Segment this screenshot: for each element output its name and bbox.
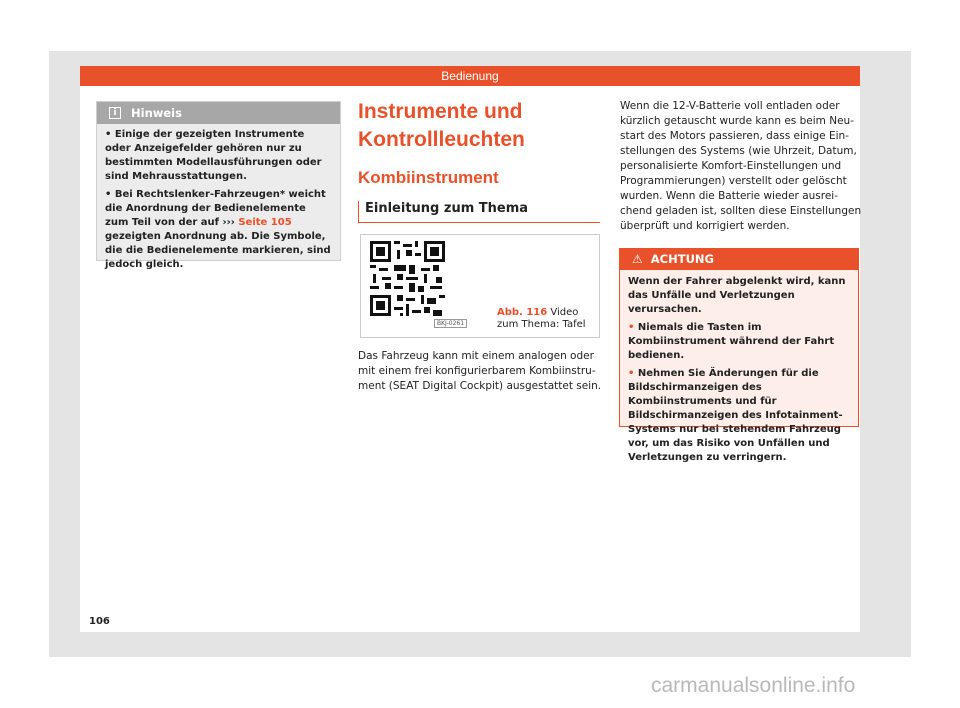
watermark: carmanualsonline.info: [651, 674, 856, 697]
note-header: [97, 102, 340, 124]
body-text-right: Wenn die 12-V-Batterie voll entladen oder kürzlich getauscht wurde kann es beim Neustart des Motors passieren, dass einige Einstellungen des Systems (wie Uhrzeit, Datum, personalisierte Komfort-Einstellungen und Programmierungen) verstellt oder gelöscht wurden. Wenn die Batterie wieder ausreichend geladen ist, sollten diese Einstellungen überprüft und korrigiert werden.: [620, 100, 862, 232]
warning-bullet-1: [628, 321, 850, 363]
warning-bullet-2-text: Nehmen Sie Änderungen für die Bildschirmanzeigen des Kombiinstruments und für Bildschirmanzeigen des Infotainment-Systems nur bei stehendem Fahrzeug vor, um das Risiko von Unfällen und Verletzungen zu verringern.: [628, 368, 843, 463]
warning-header: [620, 249, 858, 270]
chapter-header: Bedienung: [80, 66, 860, 86]
note-box: [96, 101, 341, 270]
topic-heading: Einleitung zum Thema: [358, 201, 600, 223]
figure-caption: [497, 307, 597, 331]
note-bullet-2-text-end: gezeigten Anordnung ab. Die Symbole, die die Bedienelemente markieren, sind jedoch gleich.: [105, 231, 331, 270]
warning-intro: Wenn der Fahrer abgelenkt wird, kann das Unfälle und Verletzungen verursachen.: [628, 276, 846, 315]
info-icon: i: [109, 107, 121, 119]
video-figure: [360, 234, 600, 338]
qr-code[interactable]: [370, 241, 445, 316]
warning-box: [619, 248, 859, 463]
bullet-dot: •: [628, 322, 638, 333]
figure-code: BKJ-0261: [434, 319, 467, 328]
bullet-dot: •: [628, 368, 638, 379]
note-body: [97, 124, 340, 272]
note-title: Hinweis: [131, 106, 182, 120]
figure-caption-text: Video zum Thema: Tafel: [497, 307, 586, 330]
body-text-middle: Das Fahrzeug kann mit einem analogen oder mit einem frei konfigurierbarem Kombiinstrument (SEAT Digital Cockpit) ausgestattet sein.: [358, 350, 602, 392]
warning-body: [620, 270, 858, 465]
page-reference-link[interactable]: Seite 105: [238, 217, 292, 228]
note-bullet-1: • Einige der gezeigten Instrumente oder Anzeigefelder gehören nur zu bestimmten Modellausführungen oder sind Mehrausstattungen.: [105, 129, 322, 182]
warning-icon: ⚠: [632, 252, 643, 266]
page-number: 106: [89, 616, 110, 627]
warning-title: ACHTUNG: [650, 252, 714, 266]
figure-label: Abb. 116: [497, 307, 548, 318]
note-bullet-2-text: • Bei Rechtslenker-Fahrzeugen* weicht die Anordnung der Bedienelemente zum Teil von der auf ›››: [105, 189, 326, 228]
section-title: Instrumente und Kontrollleuchten: [358, 100, 525, 151]
warning-bullet-2: [628, 367, 850, 465]
section-subtitle: Kombiinstrument: [358, 168, 499, 187]
note-bullet-2: [105, 188, 332, 272]
warning-bullet-1-text: Niemals die Tasten im Kombiinstrument während der Fahrt bedienen.: [628, 322, 835, 361]
